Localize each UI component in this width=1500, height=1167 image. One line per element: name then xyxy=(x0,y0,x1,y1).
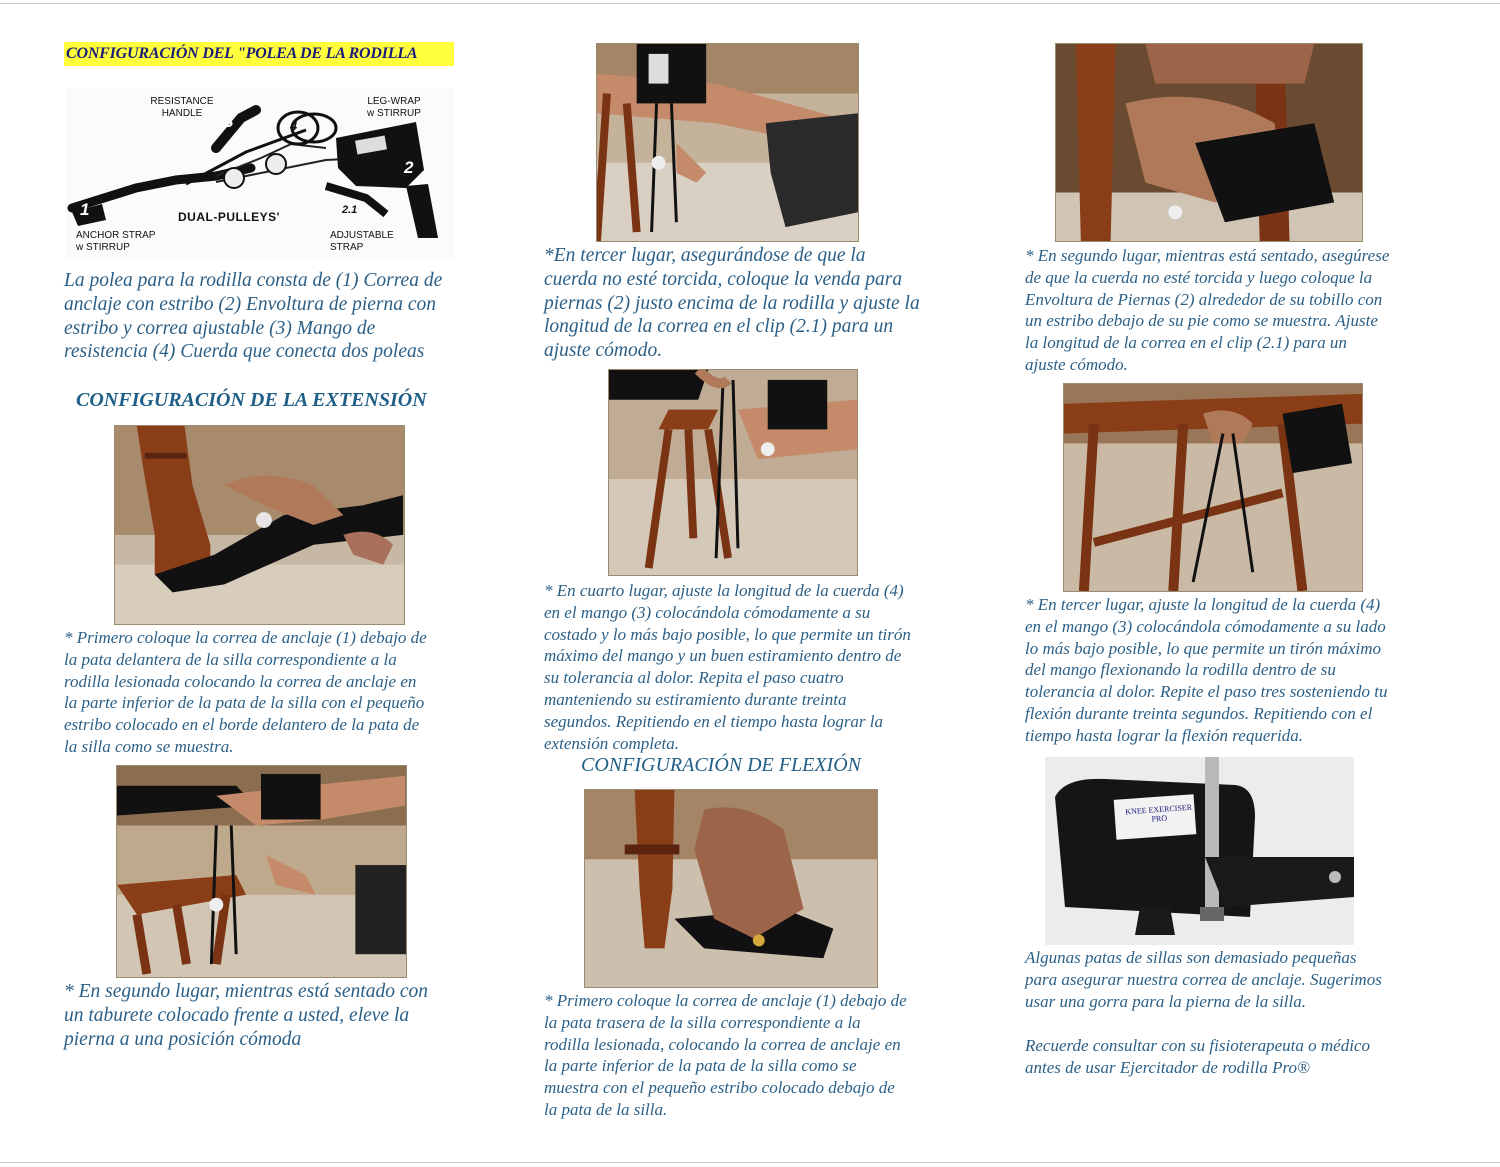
extension-step-4: * En cuarto lugar, ajuste la longitud de la cuerda (4) en el mango (3) colocándola cómodamente a su costado y lo más bajo posible, lo que permite un tirón máximo del mango y un buen estiramiento dentro de su tolerancia al dolor. Repita el paso cuatro manteniendo su estiramiento durante treinta segundos. Repitiendo en el tiempo hasta lograr la extensión completa. xyxy=(544,581,911,753)
top-divider xyxy=(0,3,1500,4)
label-dual-pulleys: DUAL-PULLEYS' xyxy=(178,210,281,224)
page-title: CONFIGURACIÓN DEL "POLEA DE LA RODILLA xyxy=(64,42,454,66)
photo-leg-wrap-ankle xyxy=(1055,43,1363,242)
number-4: 4 xyxy=(290,118,298,133)
photo-pull-handle-flexion xyxy=(1063,383,1363,592)
number-2: 2 xyxy=(404,158,414,177)
extension-step-3: *En tercer lugar, asegurándose de que la cuerda no esté torcida, coloque la venda para piernas (2) justo encima de la rodilla y ajuste la longitud de la correa en el clip (2.1) para un ajuste cómodo. xyxy=(544,245,920,362)
photo-leg-wrap-above-knee xyxy=(596,43,859,242)
intro-text: La polea para la rodilla consta de (1) Correa de anclaje con estribo (2) Envoltura de pierna con estribo y correa ajustable (3) Mango de resistencia (4) Cuerda que conecta dos poleas xyxy=(64,270,443,363)
chair-cap-note: Algunas patas de sillas son demasiado pequeñas para asegurar nuestra correa de anclaje. Sugerimos usar una gorra para la pierna de la silla. xyxy=(1025,948,1382,1011)
photo-anchor-strap-back-leg xyxy=(584,789,878,988)
number-3: 3 xyxy=(224,112,234,131)
flexion-step-2: * En segundo lugar, mientras está sentado, asegúrese de que la cuerda no esté torcida y luego coloque la Envoltura de Piernas (2) alrededor de su tobillo con un estribo debajo de su pie como se muestra. Ajuste la longitud de la correa en el clip (2.1) para un ajuste cómodo. xyxy=(1025,246,1390,374)
product-label: KNEE EXERCISER PRO xyxy=(1125,802,1193,824)
extension-step-1: * Primero coloque la correa de anclaje (1) debajo de la pata delantera de la silla correspondiente a la rodilla lesionada colocando la correa de anclaje en la parte inferior de la pata de la silla con el pequeño estribo colocado en el borde delantero de la pata de la silla como se muestra. xyxy=(64,628,427,756)
flexion-heading: CONFIGURACIÓN DE FLEXIÓN xyxy=(581,754,861,776)
components-diagram xyxy=(66,88,454,260)
photo-anchor-strap-front-leg xyxy=(114,425,405,625)
photo-seated-leg-raised xyxy=(116,765,407,978)
photo-product-chair-cap xyxy=(1045,757,1354,945)
bottom-divider xyxy=(0,1162,1500,1163)
number-2-1: 2.1 xyxy=(342,204,358,216)
flexion-step-1: * Primero coloque la correa de anclaje (1) debajo de la pata trasera de la silla correspondiente a la rodilla lesionada, colocando la correa de anclaje en la parte inferior de la pata de la silla como se muestra con el pequeño estribo colocado debajo de la pata de la silla. xyxy=(544,991,907,1119)
photo-pull-handle-extension xyxy=(608,369,858,576)
consult-reminder: Recuerde consultar con su fisioterapeuta o médico antes de usar Ejercitador de rodilla Pro® xyxy=(1025,1036,1370,1077)
label-leg-wrap: LEG-WRAP w STIRRUP xyxy=(367,96,421,119)
number-1: 1 xyxy=(80,200,90,219)
extension-step-2: * En segundo lugar, mientras está sentado con un taburete colocado frente a usted, eleve la pierna a una posición cómoda xyxy=(64,981,428,1050)
extension-heading: CONFIGURACIÓN DE LA EXTENSIÓN xyxy=(76,389,427,411)
flexion-step-3: * En tercer lugar, ajuste la longitud de la cuerda (4) en el mango (3) colocándola cómodamente a su lado lo más bajo posible, lo que permite un tirón máximo del mango flexionando la rodilla dentro de su tolerancia al dolor. Repite el paso tres sosteniendo tu flexión durante treinta segundos. Repitiendo con el tiempo hasta lograr la flexión requerida. xyxy=(1025,595,1388,745)
label-anchor-strap: ANCHOR STRAP w STIRRUP xyxy=(76,230,156,253)
label-resistance-handle: RESISTANCE HANDLE xyxy=(150,96,214,119)
label-adjustable-strap: ADJUSTABLE STRAP xyxy=(330,230,394,253)
